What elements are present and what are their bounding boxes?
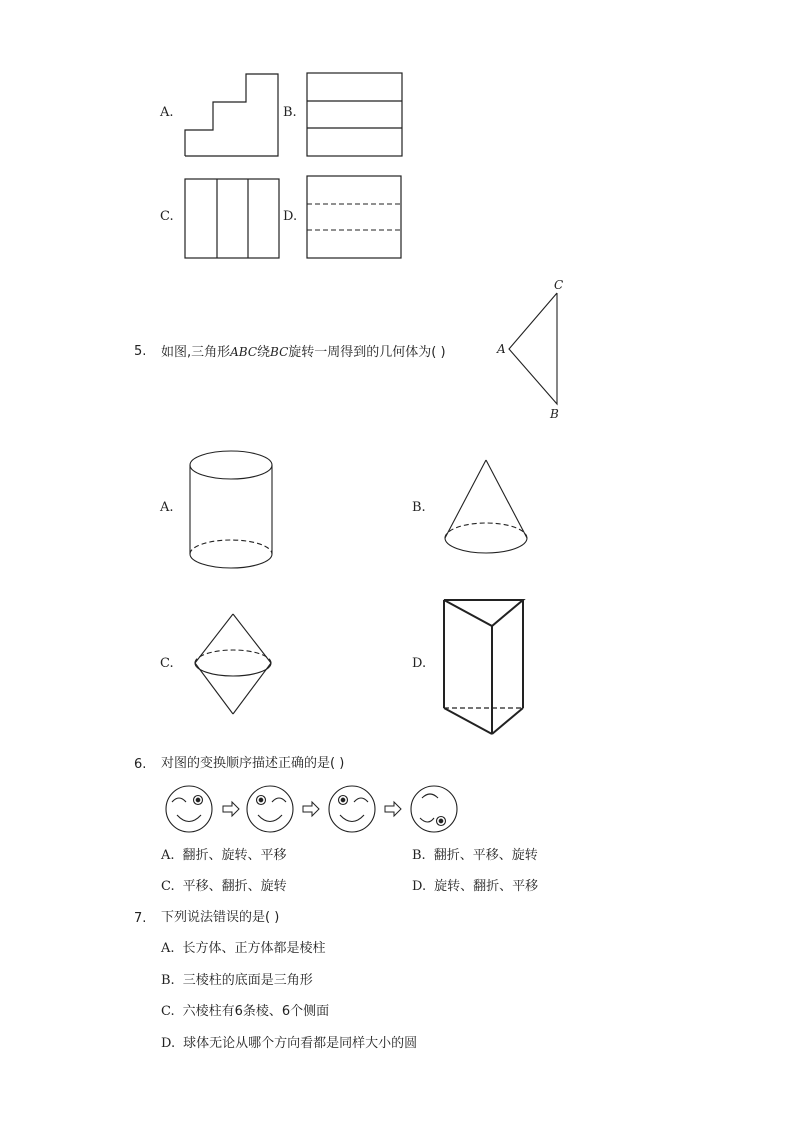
q7-option-b[interactable] [161, 973, 313, 989]
face-2-icon [247, 786, 293, 832]
q4-option-a-label[interactable]: A. [160, 105, 174, 120]
q5-option-b-label[interactable]: B. [412, 500, 426, 515]
q7-option-b-letter: B. [161, 973, 175, 988]
q6-option-b[interactable] [412, 848, 538, 864]
q5-text-mid: 绕 [257, 345, 271, 360]
q6-option-c[interactable] [161, 879, 287, 895]
q4-option-c-label[interactable]: C. [160, 209, 174, 224]
q6-number: 6. [134, 757, 147, 772]
q7-stem: 下列说法错误的是( ) [161, 910, 280, 925]
q5-text-before: 如图,三角形 [161, 345, 231, 360]
q7-option-b-text: 三棱柱的底面是三角形 [182, 973, 313, 988]
q7-option-c[interactable] [161, 1004, 329, 1020]
q4-option-b-label[interactable]: B. [283, 105, 297, 120]
q6-option-a[interactable] [161, 848, 287, 864]
q5-option-d-label[interactable]: D. [412, 656, 427, 671]
q6-option-b-letter: B. [412, 848, 426, 863]
q7-number: 7. [134, 911, 147, 926]
q5-vertex-c: C [554, 278, 564, 292]
q6-option-d[interactable] [412, 879, 538, 895]
q5-vertex-b: B [550, 407, 559, 421]
q4-option-d-label[interactable]: D. [283, 209, 298, 224]
q5-abc: ABC [230, 345, 258, 359]
q5-option-a-label[interactable]: A. [160, 500, 174, 515]
q5-text-after: 旋转一周得到的几何体为( ) [288, 345, 446, 360]
q5-number: 5. [134, 344, 147, 359]
q6-option-d-text: 旋转、翻折、平移 [434, 879, 539, 894]
q7-option-a-text: 长方体、正方体都是棱柱 [182, 941, 326, 956]
q6-option-a-letter: A. [161, 848, 175, 863]
face-4-icon [411, 786, 457, 832]
q7-option-a-letter: A. [161, 941, 175, 956]
q7-option-a[interactable] [161, 941, 326, 957]
face-3-icon [329, 786, 375, 832]
q5-bc: BC [270, 345, 289, 359]
q5-vertex-a: A [497, 342, 506, 356]
q7-option-d-letter: D. [161, 1036, 176, 1051]
q6-option-c-letter: C. [161, 879, 175, 894]
q6-option-d-letter: D. [412, 879, 427, 894]
q7-option-c-text: 六棱柱有6条棱、6个侧面 [182, 1004, 330, 1019]
q7-option-d-text: 球体无论从哪个方向看都是同样大小的圆 [183, 1036, 418, 1051]
q6-option-c-text: 平移、翻折、旋转 [182, 879, 287, 894]
face-1-icon [166, 786, 212, 832]
q5-option-c-label[interactable]: C. [160, 656, 174, 671]
q6-option-b-text: 翻折、平移、旋转 [433, 848, 538, 863]
q6-stem: 对图的变换顺序描述正确的是( ) [161, 756, 345, 771]
q7-option-c-letter: C. [161, 1004, 175, 1019]
q7-option-d[interactable] [161, 1036, 417, 1052]
q6-option-a-text: 翻折、旋转、平移 [182, 848, 287, 863]
